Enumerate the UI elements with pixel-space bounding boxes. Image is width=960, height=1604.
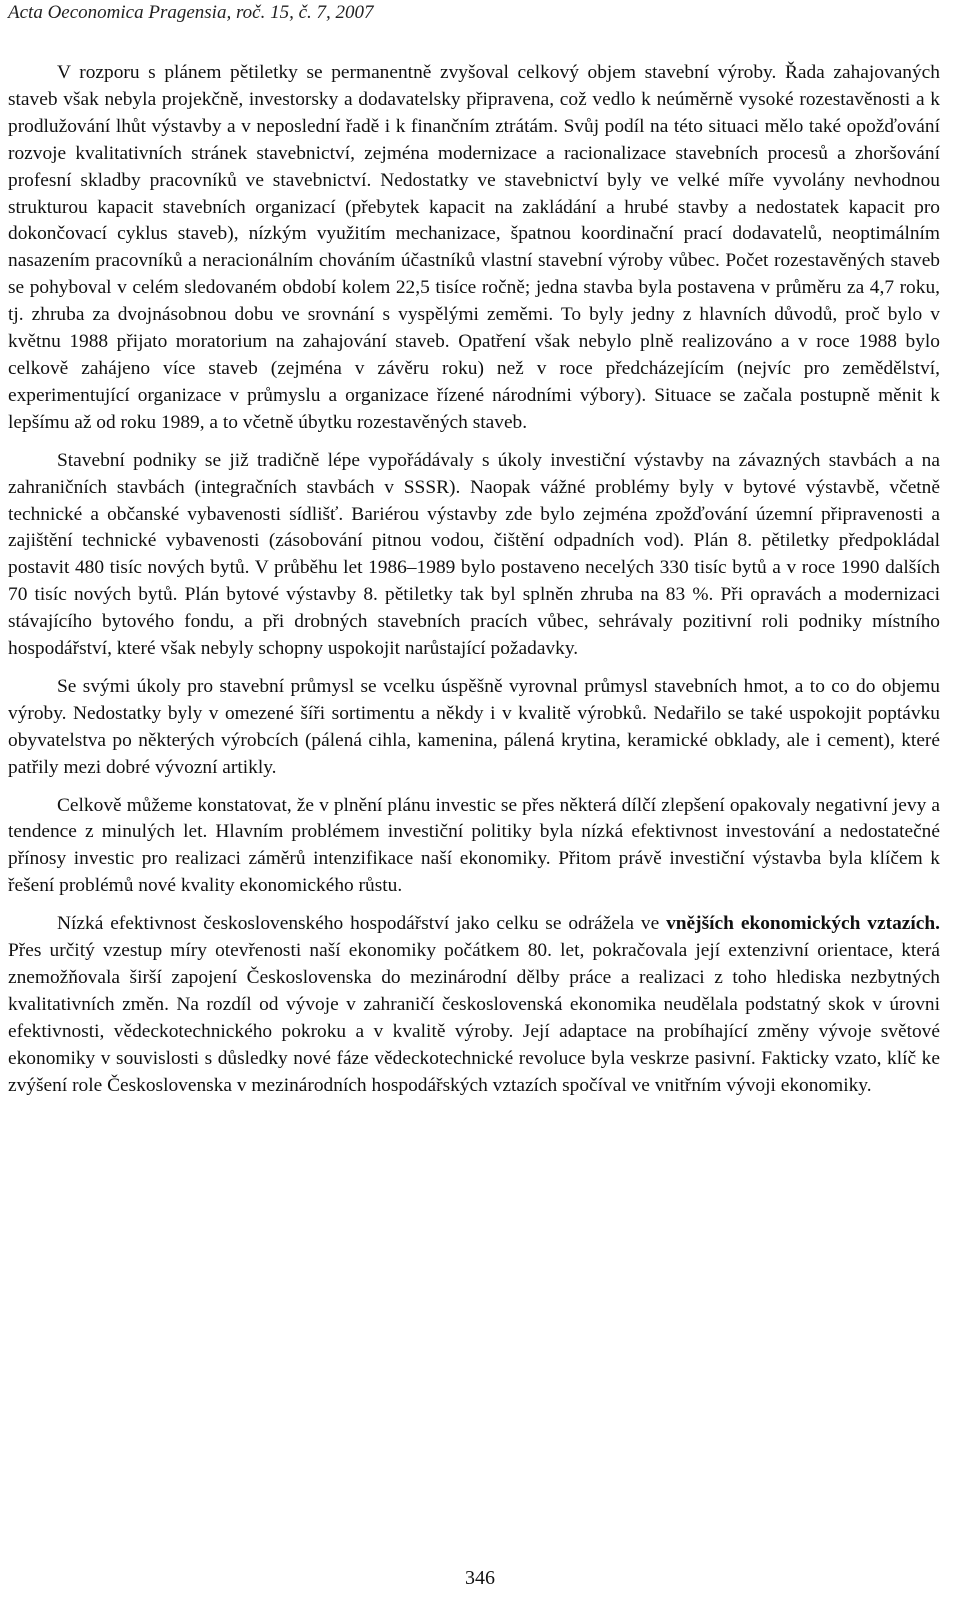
paragraph-1: V rozporu s plánem pětiletky se permanentně zvyšoval celkový objem stavební výroby. Řada zahajovaných staveb však nebyla projekčně, investorsky a dodavatelsky připravena, což vedlo k neúměrně vysoké rozestavěnosti a k prodlužování lhůt výstavby a v neposlední řadě i k finančním ztrátám. Svůj podíl na této situaci mělo také opožďování rozvoje kvalitativních stránek stavebnictví, zejména modernizace a racionalizace stavebních procesů a zhoršování profesní skladby pracovníků ve stavebnictví. Nedostatky ve stavebnictví byly ve velké míře vyvolány nevhodnou strukturou kapacit stavebních organizací (přebytek kapacit na zakládání a hrubé stavby a nedostatek kapacit pro dokončovací cyklus staveb), nízkým využitím mechanizace, špatnou koordinační prací dodavatelů, neoptimálním nasazením pracovníků a neracionálním chováním účastníků vlastní stavební výroby vůbec. Počet rozestavěných staveb se pohyboval v celém sledovaném období kolem 22,5 tisíce ročně; jedna stavba byla postavena v průměru za 4,7 roku, tj. zhruba za dvojnásobnou dobu ve srovnání s vyspělými zeměmi. To byly jedny z hlavních důvodů, proč bylo v květnu 1988 přijato moratorium na zahajování staveb. Opatření však nebylo plně realizováno a v roce 1988 bylo celkově zahájeno více staveb (zejména v závěru roku) než v roce předcházejícím (nejvíc pro zemědělství, experimentující organizace v průmyslu a organizace řízené národními výbory). Situace se začala postupně měnit k lepšímu až od roku 1989, a to včetně úbytku rozestavěných staveb. bbox=[8, 62, 940, 433]
paragraph-3: Se svými úkoly pro stavební průmysl se vcelku úspěšně vyrovnal průmysl stavebních hmot, a to co do objemu výroby. Nedostatky byly v omezené šíři sortimentu a někdy i v kvalitě výrobků. Nedařilo se také uspokojit poptávku obyvatelstva po některých výrobcích (pálená cihla, kamenina, pálená krytina, keramické obklady, ale i cement), které patřily mezi dobré vývozní artikly. bbox=[8, 675, 940, 778]
running-head: Acta Oeconomica Pragensia, roč. 15, č. 7, 2007 bbox=[8, 2, 374, 23]
paragraph-4: Celkově můžeme konstatovat, že v plnění plánu investic se přes některá dílčí zlepšení opakovaly negativní jevy a tendence z minulých let. Hlavním problémem investiční politiky byla nízká efektivnost investování a nedostatečné přínosy investic pro realizaci záměrů intenzifikace naší ekonomiky. Přitom právě investiční výstavba byla klíčem k řešení problémů nové kvality ekonomického růstu. bbox=[8, 794, 940, 897]
paragraph-5 bbox=[8, 911, 940, 1099]
paragraph-5-rest: Přes určitý vzestup míry otevřenosti naší ekonomiky počátkem 80. let, pokračovala její extenzivní orientace, která znemožňovala širší zapojení Československa do mezinárodní dělby práce a realizaci z toho hlediska nezbytných kvalitativních změn. Na rozdíl od vývoje v zahraničí československá ekonomika neudělala podstatný skok v úrovni efektivnosti, vědeckotechnického pokroku a v kvalitě výroby. Její adaptace na probíhající změny vývoje světové ekonomiky v souvislosti s důsledky nové fáze vědeckotechnické revoluce byla veskrze pasivní. Fakticky vzato, klíč ke zvýšení role Československa v mezinárodních hospodářských vztazích spočíval ve vnitřním vývoji ekonomiky. bbox=[8, 940, 940, 1096]
paragraph-5-emphasis: vnějších ekonomických vztazích. bbox=[666, 913, 940, 935]
article-body bbox=[8, 60, 940, 1111]
paragraph-2: Stavební podniky se již tradičně lépe vypořádávaly s úkoly investiční výstavby na závazných stavbách a na zahraničních stavbách (integračních stavbách v SSSR). Naopak vážné problémy byly v bytové výstavbě, včetně technické a občanské vybavenosti sídlišť. Bariérou výstavby zde bylo zejména zpožďování územní připravenosti a zajištění technické vybavenosti (zásobování pitnou vodou, čištění odpadních vod). Plán 8. pětiletky předpokládal postavit 480 tisíc nových bytů. V průběhu let 1986–1989 bylo postaveno necelých 330 tisíc bytů a v roce 1990 dalších 70 tisíc nových bytů. Plán bytové výstavby 8. pětiletky tak byl splněn zhruba na 83 %. Při opravách a modernizaci stávajícího bytového fondu, a při drobných stavebních pracích vůbec, sehrávaly pozitivní roli podniky místního hospodářství, které však nebyly schopny uspokojit narůstající požadavky. bbox=[8, 449, 940, 660]
page-number: 346 bbox=[465, 1567, 495, 1589]
paragraph-5-intro: Nízká efektivnost československého hospodářství jako celku se odrážela ve bbox=[57, 913, 667, 935]
